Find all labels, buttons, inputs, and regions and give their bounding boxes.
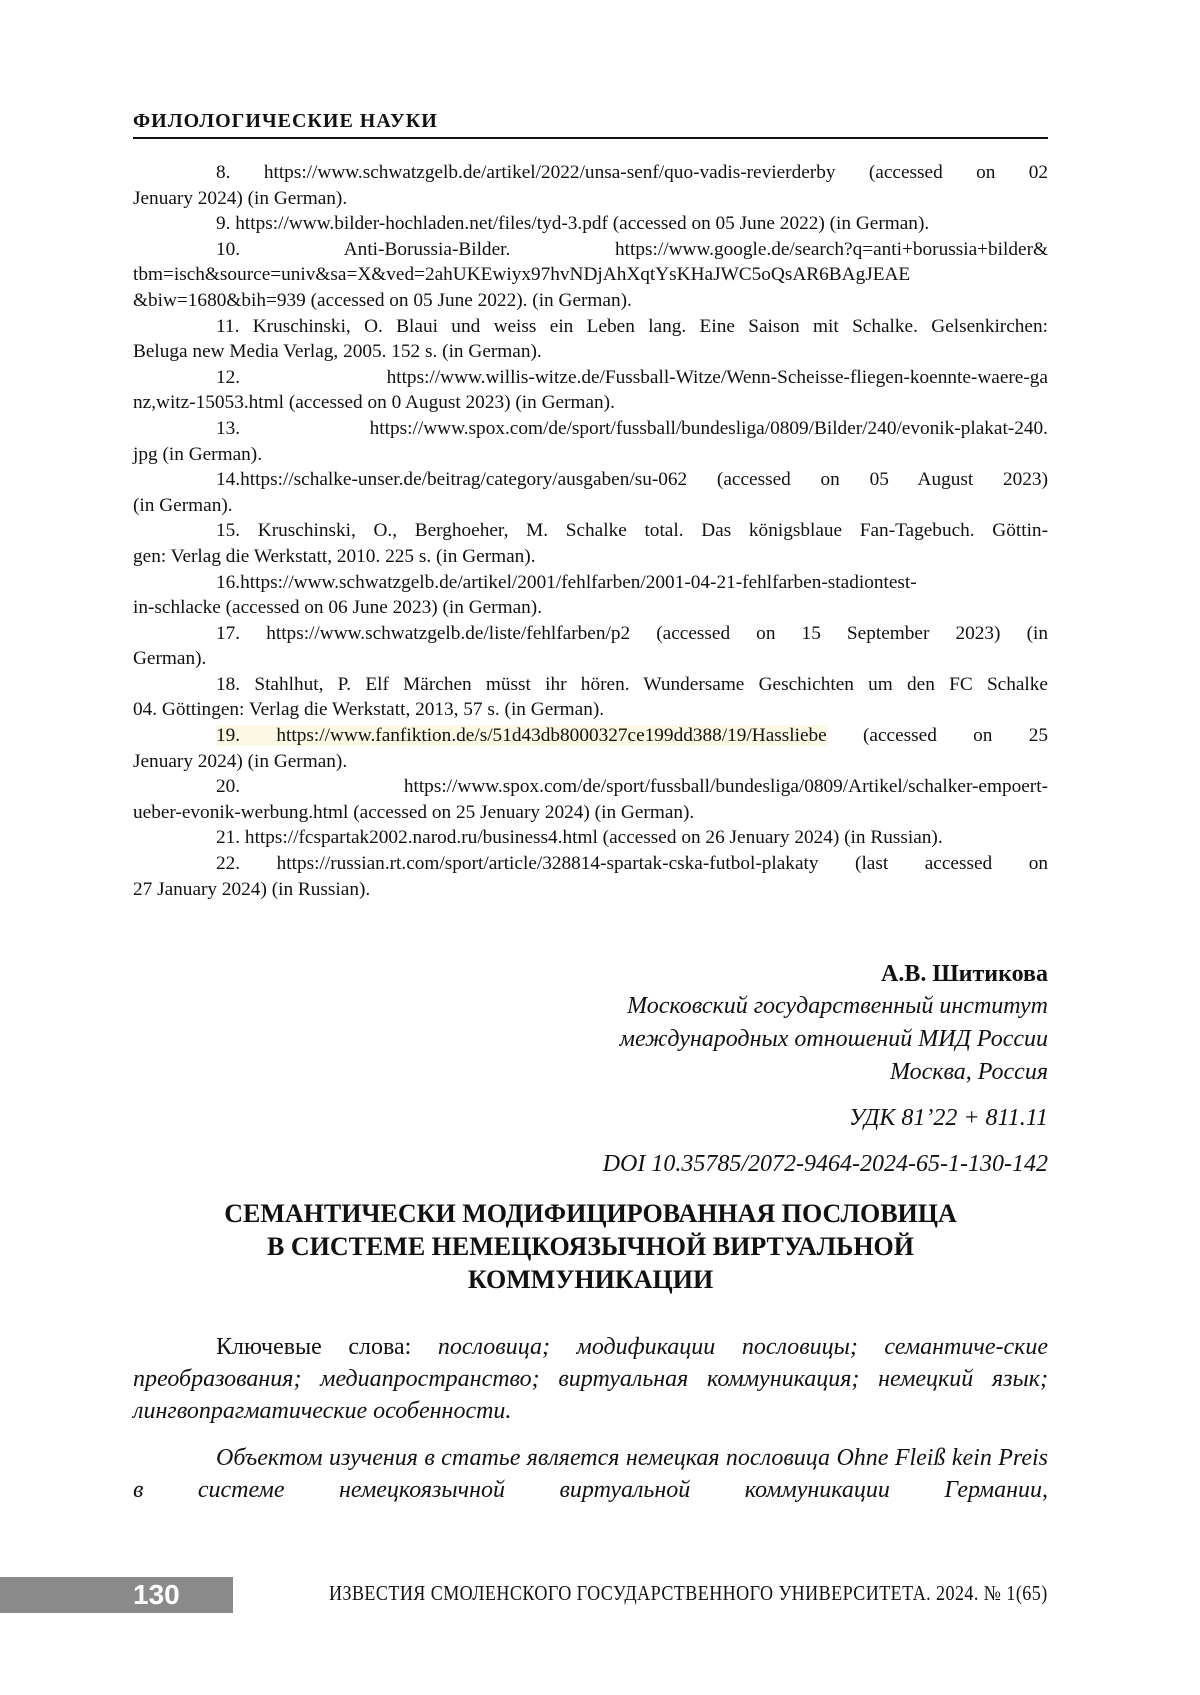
reference-item — [133, 621, 1048, 647]
author-affiliation: международных отношений МИД России — [619, 1026, 1048, 1052]
reference-line: gen: Verlag die Werkstatt, 2010. 225 s. (in German). — [133, 545, 536, 567]
reference-item — [133, 237, 1048, 263]
author-city: Москва, Россия — [889, 1059, 1048, 1085]
reference-line: German). — [133, 648, 207, 670]
reference-line: 14.https://schalke-unser.de/beitrag/category/ausgaben/su-062 (accessed on 05 August 2023) — [216, 469, 1048, 491]
keywords-paragraph — [133, 1331, 1048, 1427]
udk-code: УДК 81’22 + 811.11 — [848, 1105, 1048, 1131]
reference-line: ueber-evonik-werbung.html (accessed on 25 Jenuary 2024) (in German). — [133, 801, 695, 823]
author-name: А.В. Шитикова — [880, 961, 1048, 987]
reference-item — [133, 825, 1048, 851]
reference-line: 12. https://www.willis-witze.de/Fussball-Witze/Wenn-Scheisse-fliegen-koennte-waere-ga — [216, 366, 1048, 388]
reference-item — [133, 365, 1048, 391]
reference-line: tbm=isch&source=univ&sa=X&ved=2ahUKEwiyx97hvNDjAhXqtYsKHaJWC5oQsAR6BAgJEAE — [133, 264, 911, 286]
reference-list — [133, 160, 1048, 902]
reference-line: 22. https://russian.rt.com/sport/article/328814-spartak-cska-futbol-plakaty (last accessed on — [216, 853, 1048, 875]
reference-line: in-schlacke (accessed on 06 June 2023) (in German). — [133, 597, 543, 619]
reference-item — [133, 723, 1048, 749]
doi: DOI 10.35785/2072-9464-2024-65-1-130-142 — [602, 1151, 1048, 1177]
reference-line: 17. https://www.schwatzgelb.de/liste/fehlfarben/p2 (accessed on 15 September 2023) (in — [216, 622, 1048, 644]
reference-line: 27 January 2024) (in Russian). — [133, 878, 371, 900]
reference-line: jpg (in German). — [133, 443, 263, 465]
reference-item — [133, 467, 1048, 493]
abstract-paragraph: Объектом изучения в статье является немецкая пословица Ohne Fleiß kein Preis в системе немецкоязычной виртуальной коммуникации Германии, — [133, 1445, 1048, 1503]
reference-line: Beluga new Media Verlag, 2005. 152 s. (in German). — [133, 341, 542, 363]
title-line: КОММУНИКАЦИИ — [467, 1265, 714, 1294]
journal-name: ИЗВЕСТИЯ СМОЛЕНСКОГО ГОСУДАРСТВЕННОГО УНИВЕРСИТЕТА. 2024. № 1(65) — [329, 1581, 1048, 1605]
reference-line: 11. Kruschinski, O. Blaui und weiss ein Leben lang. Eine Saison mit Schalke. Gelsenkirchen: — [216, 315, 1048, 337]
reference-item — [133, 160, 1048, 186]
reference-item — [133, 851, 1048, 877]
page-number: 130 — [133, 1579, 180, 1610]
reference-line: nz,witz-15053.html (accessed on 0 August 2023) (in German). — [133, 392, 615, 414]
keywords-text: пословица; модификации пословицы; семантиче-ские преобразования; медиапространство; виртуальная коммуникация; немецкий язык; лингвопрагматические особенности. — [133, 1334, 1049, 1424]
reference-item — [133, 672, 1048, 698]
title-line: СЕМАНТИЧЕСКИ МОДИФИЦИРОВАННАЯ ПОСЛОВИЦА — [224, 1199, 957, 1228]
reference-item — [133, 416, 1048, 442]
reference-line: 9. https://www.bilder-hochladen.net/files/tyd-3.pdf (accessed on 05 June 2022) (in German). — [216, 213, 930, 235]
reference-line: &biw=1680&bih=939 (accessed on 05 June 2022). (in German). — [133, 289, 632, 311]
keywords-label: Ключевые слова: — [216, 1334, 412, 1360]
reference-line: 16.https://www.schwatzgelb.de/artikel/2001/fehlfarben/2001-04-21-fehlfarben-stadiontest- — [216, 571, 917, 593]
reference-item — [133, 518, 1048, 544]
reference-line: Jenuary 2024) (in German). — [133, 187, 348, 209]
reference-line: 18. Stahlhut, P. Elf Märchen müsst ihr hören. Wundersame Geschichten um den FC Schalke — [216, 673, 1048, 695]
reference-line: 13. https://www.spox.com/de/sport/fussball/bundesliga/0809/Bilder/240/evonik-plakat-240. — [216, 417, 1048, 439]
author-block — [620, 958, 1048, 1089]
section-header: ФИЛОЛОГИЧЕСКИЕ НАУКИ — [133, 110, 438, 132]
highlighted-url[interactable]: 19. https://www.fanfiktion.de/s/51d43db8000327ce199dd388/19/Hassliebe — [216, 725, 827, 747]
reference-item — [133, 570, 1048, 596]
reference-item — [133, 211, 1048, 237]
reference-line: 04. Göttingen: Verlag die Werkstatt, 2013, 57 s. (in German). — [133, 699, 605, 721]
reference-line: (accessed on 25 — [826, 725, 1048, 747]
reference-item — [133, 314, 1048, 340]
reference-line: 20. https://www.spox.com/de/sport/fussball/bundesliga/0809/Artikel/schalker-empoert- — [216, 776, 1048, 798]
reference-line: (in German). — [133, 494, 233, 516]
header-divider — [133, 137, 1048, 139]
title-line: В СИСТЕМЕ НЕМЕЦКОЯЗЫЧНОЙ ВИРТУАЛЬНОЙ — [266, 1232, 914, 1261]
reference-item — [133, 774, 1048, 800]
reference-line: 8. https://www.schwatzgelb.de/artikel/2022/unsa-senf/quo-vadis-revierderby (accessed on 02 — [216, 162, 1048, 183]
reference-line: 10. Anti-Borussia-Bilder. https://www.google.de/search?q=anti+borussia+bilder& — [216, 238, 1048, 260]
reference-line: 21. https://fcspartak2002.narod.ru/business4.html (accessed on 26 Jenuary 2024) (in Russian). — [216, 827, 943, 849]
author-affiliation: Московский государственный институт — [627, 993, 1048, 1019]
reference-line: 15. Kruschinski, O., Berghoeher, M. Schalke total. Das königsblaue Fan-Tagebuch. Göttin- — [216, 520, 1048, 542]
reference-line: Jenuary 2024) (in German). — [133, 750, 348, 772]
article-title — [133, 1197, 1048, 1296]
